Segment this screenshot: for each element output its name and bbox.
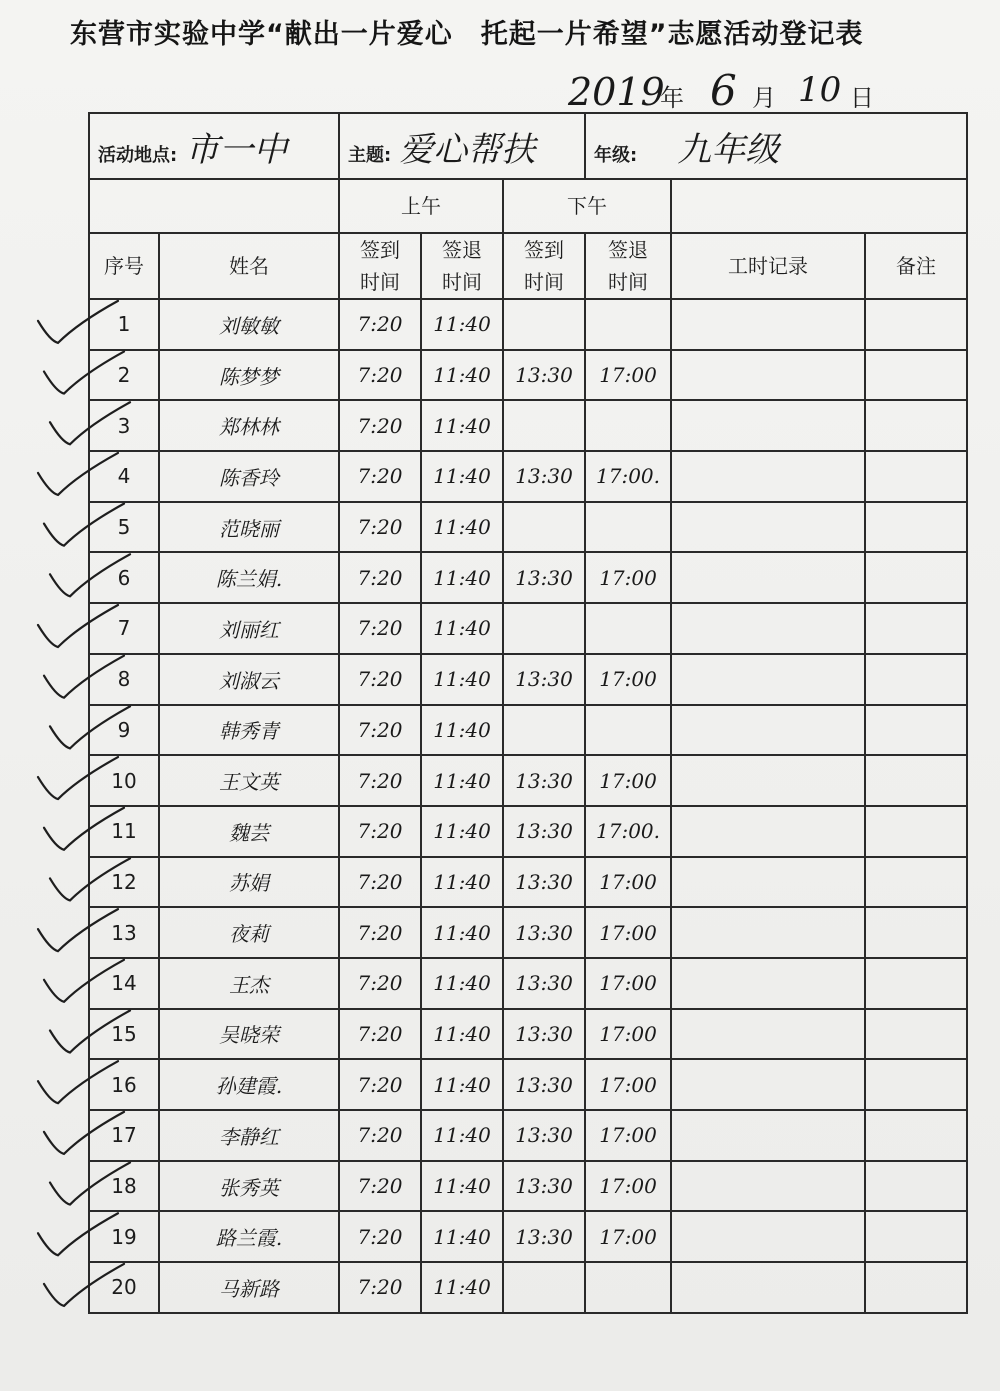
- table-row: [89, 755, 967, 806]
- remarks-cell: [865, 400, 967, 451]
- volunteer-name: 张秀英: [159, 1161, 339, 1212]
- remarks-cell: [865, 1110, 967, 1161]
- am-sign-in-time: 7:20: [339, 958, 421, 1009]
- grade-label: 年级:: [594, 144, 638, 166]
- volunteer-name: 孙建霞.: [159, 1059, 339, 1110]
- pm-sign-in-time: 13:30: [503, 1110, 585, 1161]
- pm-sign-in-time: 13:30: [503, 907, 585, 958]
- am-sign-in-time: 7:20: [339, 1059, 421, 1110]
- pm-sign-in-time: [503, 1262, 585, 1313]
- volunteer-name: 苏娟: [159, 857, 339, 908]
- am-sign-in-time: 7:20: [339, 603, 421, 654]
- am-sign-in-time: 7:20: [339, 451, 421, 502]
- row-index: 7: [89, 603, 159, 654]
- row-index: 20: [89, 1262, 159, 1313]
- remarks-cell: [865, 806, 967, 857]
- am-sign-out-time: 11:40: [421, 857, 503, 908]
- work-hours-cell: [671, 552, 865, 603]
- date-line: [560, 60, 980, 120]
- table-row: [89, 857, 967, 908]
- remarks-cell: [865, 299, 967, 350]
- table-row: [89, 654, 967, 705]
- table-row: [89, 1262, 967, 1313]
- am-sign-out-time: 11:40: [421, 451, 503, 502]
- remarks-cell: [865, 603, 967, 654]
- table-row: [89, 806, 967, 857]
- work-hours-cell: [671, 1009, 865, 1060]
- table-row: [89, 603, 967, 654]
- work-hours-cell: [671, 350, 865, 401]
- am-sign-out-time: 11:40: [421, 400, 503, 451]
- volunteer-name: 王文英: [159, 755, 339, 806]
- am-sign-out-time: 11:40: [421, 907, 503, 958]
- remarks-cell: [865, 350, 967, 401]
- work-hours-cell: [671, 958, 865, 1009]
- pm-sign-in-time: 13:30: [503, 451, 585, 502]
- volunteer-name: 魏芸: [159, 806, 339, 857]
- work-hours-cell: [671, 400, 865, 451]
- remarks-cell: [865, 1009, 967, 1060]
- table-row: [89, 502, 967, 553]
- row-index: 14: [89, 958, 159, 1009]
- table-row: [89, 705, 967, 756]
- am-sign-in-time: 7:20: [339, 1262, 421, 1313]
- volunteer-name: 陈香玲: [159, 451, 339, 502]
- am-sign-out-time: 11:40: [421, 1161, 503, 1212]
- row-index: 19: [89, 1211, 159, 1262]
- remarks-cell: [865, 552, 967, 603]
- pm-sign-out-header-line2: 时间: [608, 270, 649, 294]
- theme-label: 主题:: [348, 144, 392, 166]
- table-row: [89, 1009, 967, 1060]
- column-header-row: [89, 233, 967, 299]
- am-sign-in-time: 7:20: [339, 705, 421, 756]
- am-sign-out-header-line2: 时间: [442, 270, 483, 294]
- location-cell: [89, 113, 339, 179]
- am-sign-in-time: 7:20: [339, 299, 421, 350]
- pm-sign-in-time: [503, 603, 585, 654]
- pm-sign-in-time: 13:30: [503, 1059, 585, 1110]
- row-index: 4: [89, 451, 159, 502]
- row-index: 15: [89, 1009, 159, 1060]
- morning-header: 上午: [339, 179, 503, 233]
- work-hours-cell: [671, 857, 865, 908]
- remarks-cell: [865, 654, 967, 705]
- am-sign-in-time: 7:20: [339, 806, 421, 857]
- volunteer-name: 李静红: [159, 1110, 339, 1161]
- row-index: 9: [89, 705, 159, 756]
- row-index: 16: [89, 1059, 159, 1110]
- row-index: 10: [89, 755, 159, 806]
- table-row: [89, 1059, 967, 1110]
- am-sign-out-time: 11:40: [421, 806, 503, 857]
- volunteer-name: 马新路: [159, 1262, 339, 1313]
- table-row: [89, 552, 967, 603]
- work-hours-cell: [671, 1211, 865, 1262]
- work-hours-cell: [671, 1262, 865, 1313]
- am-sign-in-time: 7:20: [339, 502, 421, 553]
- am-sign-in-time: 7:20: [339, 1211, 421, 1262]
- pm-sign-out-time: [585, 299, 671, 350]
- pm-sign-out-time: 17:00: [585, 958, 671, 1009]
- pm-sign-in-header-line2: 时间: [524, 270, 565, 294]
- pm-sign-in-time: 13:30: [503, 654, 585, 705]
- theme-cell: [339, 113, 585, 179]
- am-sign-out-time: 11:40: [421, 603, 503, 654]
- pm-sign-in-time: 13:30: [503, 958, 585, 1009]
- location-label: 活动地点:: [98, 144, 178, 166]
- am-sign-in-time: 7:20: [339, 1009, 421, 1060]
- work-hours-cell: [671, 806, 865, 857]
- grade-cell: [585, 113, 967, 179]
- row-index: 3: [89, 400, 159, 451]
- am-sign-in-time: 7:20: [339, 857, 421, 908]
- work-hours-header: 工时记录: [671, 233, 865, 299]
- volunteer-name: 范晓丽: [159, 502, 339, 553]
- volunteer-name: 刘丽红: [159, 603, 339, 654]
- volunteer-name: 刘敏敏: [159, 299, 339, 350]
- volunteer-name: 陈兰娟.: [159, 552, 339, 603]
- row-index: 12: [89, 857, 159, 908]
- afternoon-header: 下午: [503, 179, 671, 233]
- pm-sign-out-time: 17:00: [585, 1009, 671, 1060]
- pm-sign-in-time: 13:30: [503, 552, 585, 603]
- pm-sign-out-time: 17:00: [585, 350, 671, 401]
- remarks-cell: [865, 857, 967, 908]
- index-header: 序号: [89, 233, 159, 299]
- info-row: [89, 113, 967, 179]
- am-sign-in-time: 7:20: [339, 400, 421, 451]
- work-hours-cell: [671, 299, 865, 350]
- remarks-cell: [865, 1262, 967, 1313]
- volunteer-name: 韩秀青: [159, 705, 339, 756]
- am-sign-out-time: 11:40: [421, 299, 503, 350]
- work-hours-cell: [671, 603, 865, 654]
- pm-sign-out-time: [585, 705, 671, 756]
- row-index: 8: [89, 654, 159, 705]
- pm-sign-in-time: [503, 299, 585, 350]
- table-row: [89, 299, 967, 350]
- date-month: 6: [710, 66, 737, 115]
- am-sign-out-time: 11:40: [421, 705, 503, 756]
- name-header: 姓名: [159, 233, 339, 299]
- location-value: 市一中: [185, 129, 288, 170]
- remarks-cell: [865, 1211, 967, 1262]
- pm-sign-out-time: [585, 603, 671, 654]
- remarks-cell: [865, 705, 967, 756]
- am-sign-out-time: 11:40: [421, 1211, 503, 1262]
- table-row: [89, 907, 967, 958]
- volunteer-name: 郑林林: [159, 400, 339, 451]
- blank-header-cell-right: [671, 179, 967, 233]
- grade-value: 九年级: [677, 129, 780, 170]
- remarks-cell: [865, 451, 967, 502]
- am-sign-out-time: 11:40: [421, 1059, 503, 1110]
- period-header-row: [89, 179, 967, 233]
- row-index: 17: [89, 1110, 159, 1161]
- registration-table: [88, 112, 968, 1314]
- pm-sign-in-time: [503, 705, 585, 756]
- volunteer-name: 夜莉: [159, 907, 339, 958]
- pm-sign-out-header-line1: 签退: [608, 238, 649, 262]
- am-sign-out-time: 11:40: [421, 1110, 503, 1161]
- table-row: [89, 1161, 967, 1212]
- volunteer-name: 吴晓荣: [159, 1009, 339, 1060]
- remarks-header: 备注: [865, 233, 967, 299]
- remarks-cell: [865, 502, 967, 553]
- am-sign-in-time: 7:20: [339, 350, 421, 401]
- pm-sign-out-time: [585, 400, 671, 451]
- pm-sign-out-time: 17:00: [585, 1211, 671, 1262]
- am-sign-out-time: 11:40: [421, 654, 503, 705]
- pm-sign-in-time: 13:30: [503, 1211, 585, 1262]
- am-sign-out-time: 11:40: [421, 350, 503, 401]
- pm-sign-in-time: 13:30: [503, 1161, 585, 1212]
- remarks-cell: [865, 958, 967, 1009]
- row-index: 2: [89, 350, 159, 401]
- pm-sign-out-time: 17:00: [585, 755, 671, 806]
- date-day: 10: [798, 70, 842, 110]
- pm-sign-out-time: 17:00: [585, 857, 671, 908]
- pm-sign-out-time: 17:00: [585, 1110, 671, 1161]
- remarks-cell: [865, 755, 967, 806]
- am-sign-in-header: [339, 233, 421, 299]
- am-sign-out-time: 11:40: [421, 552, 503, 603]
- remarks-cell: [865, 1161, 967, 1212]
- work-hours-cell: [671, 502, 865, 553]
- pm-sign-out-time: 17:00: [585, 1059, 671, 1110]
- theme-value: 爱心帮扶: [399, 129, 536, 170]
- pm-sign-in-time: 13:30: [503, 350, 585, 401]
- pm-sign-in-time: 13:30: [503, 806, 585, 857]
- work-hours-cell: [671, 907, 865, 958]
- am-sign-out-time: 11:40: [421, 958, 503, 1009]
- work-hours-cell: [671, 1059, 865, 1110]
- blank-header-cell: [89, 179, 339, 233]
- date-day-unit: 日: [850, 84, 874, 112]
- pm-sign-out-time: [585, 502, 671, 553]
- pm-sign-out-time: 17:00.: [585, 451, 671, 502]
- row-index: 13: [89, 907, 159, 958]
- am-sign-in-time: 7:20: [339, 552, 421, 603]
- pm-sign-in-time: 13:30: [503, 755, 585, 806]
- table-row: [89, 451, 967, 502]
- pm-sign-out-time: 17:00.: [585, 806, 671, 857]
- table-row: [89, 1110, 967, 1161]
- date-month-unit: 月: [752, 84, 776, 112]
- pm-sign-out-time: 17:00: [585, 654, 671, 705]
- pm-sign-out-time: 17:00: [585, 907, 671, 958]
- row-index: 5: [89, 502, 159, 553]
- am-sign-out-header: [421, 233, 503, 299]
- row-index: 11: [89, 806, 159, 857]
- pm-sign-out-time: 17:00: [585, 1161, 671, 1212]
- pm-sign-in-header-line1: 签到: [524, 238, 565, 262]
- table-row: [89, 400, 967, 451]
- am-sign-in-time: 7:20: [339, 654, 421, 705]
- pm-sign-out-header: [585, 233, 671, 299]
- am-sign-in-header-line1: 签到: [360, 238, 401, 262]
- pm-sign-in-time: 13:30: [503, 857, 585, 908]
- row-index: 1: [89, 299, 159, 350]
- table-row: [89, 350, 967, 401]
- pm-sign-out-time: 17:00: [585, 552, 671, 603]
- work-hours-cell: [671, 755, 865, 806]
- remarks-cell: [865, 1059, 967, 1110]
- am-sign-out-time: 11:40: [421, 1262, 503, 1313]
- pm-sign-in-time: [503, 400, 585, 451]
- am-sign-in-time: 7:20: [339, 1161, 421, 1212]
- volunteer-name: 王杰: [159, 958, 339, 1009]
- am-sign-in-time: 7:20: [339, 907, 421, 958]
- am-sign-out-header-line1: 签退: [442, 238, 483, 262]
- work-hours-cell: [671, 451, 865, 502]
- volunteer-name: 刘淑云: [159, 654, 339, 705]
- table-row: [89, 1211, 967, 1262]
- pm-sign-in-time: [503, 502, 585, 553]
- row-index: 6: [89, 552, 159, 603]
- table-row: [89, 958, 967, 1009]
- pm-sign-in-header: [503, 233, 585, 299]
- form-title: 东营市实验中学“献出一片爱心 托起一片希望”志愿活动登记表: [70, 19, 864, 50]
- volunteer-name: 路兰霞.: [159, 1211, 339, 1262]
- pm-sign-out-time: [585, 1262, 671, 1313]
- am-sign-out-time: 11:40: [421, 502, 503, 553]
- work-hours-cell: [671, 1161, 865, 1212]
- pm-sign-in-time: 13:30: [503, 1009, 585, 1060]
- am-sign-out-time: 11:40: [421, 1009, 503, 1060]
- am-sign-in-time: 7:20: [339, 755, 421, 806]
- remarks-cell: [865, 907, 967, 958]
- am-sign-out-time: 11:40: [421, 755, 503, 806]
- date-year: 2019: [568, 70, 665, 114]
- work-hours-cell: [671, 654, 865, 705]
- work-hours-cell: [671, 1110, 865, 1161]
- am-sign-in-header-line2: 时间: [360, 270, 401, 294]
- row-index: 18: [89, 1161, 159, 1212]
- volunteer-name: 陈梦梦: [159, 350, 339, 401]
- date-year-unit: 年: [660, 84, 684, 112]
- work-hours-cell: [671, 705, 865, 756]
- am-sign-in-time: 7:20: [339, 1110, 421, 1161]
